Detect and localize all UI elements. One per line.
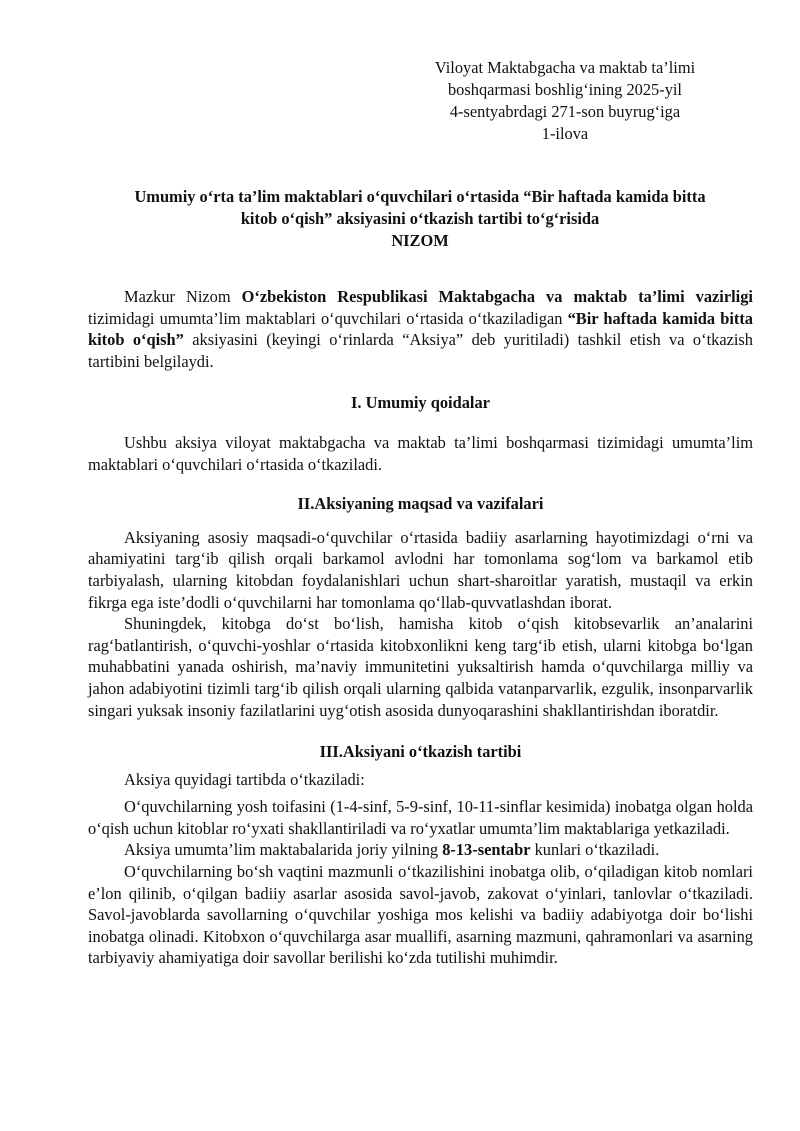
approval-line-2: boshqarmasi boshlig‘ining 2025-yil xyxy=(447,80,682,99)
document-body xyxy=(88,286,753,969)
campaign-dates: 8-13-sentabr xyxy=(442,840,531,860)
document-title xyxy=(70,186,770,252)
p3-text-2: kunlari o‘tkaziladi. xyxy=(530,840,660,860)
intro-campaign-name: “Bir haftada kamida bitta kitob o‘qish” xyxy=(88,308,753,350)
approval-line-1: Viloyat Maktabgacha va maktab ta’limi xyxy=(434,58,696,77)
section-3-paragraph-4: O‘quvchilarning bo‘sh vaqtini mazmunli o‘tkazilishini inobatga olib, o‘qiladigan kitob nomlari e’lon qilinib, o‘qilgan badiiy asarlar asosida savol-javob, zakovat o‘yinlari, tanlovlar o‘tkaziladi. Savol-javoblarda savollarning o‘quvchilar yoshiga mos kelishi va badiiy adabiyotga doir bo‘lishi inobatga olinadi. Kitobxon o‘quvchilarga asar muallifi, asarning mazmuni, qahramonlari va asarning tarbiyaviy ahamiyatiga doir savollar berilishi ko‘zda tutilishi muhimdir. xyxy=(88,862,753,968)
section-3-paragraph-1: Aksiya quyidagi tartibda o‘tkaziladi: xyxy=(124,769,365,789)
intro-text-2: tizimidagi umumta’lim maktablari o‘quvchilari o‘rtasida o‘tkaziladigan xyxy=(88,308,568,328)
intro-text-1: Mazkur Nizom xyxy=(124,287,242,306)
section-3-heading: III.Aksiyani o‘tkazish tartibi xyxy=(319,742,522,762)
title-line-2: kitob o‘qish” aksiyasini o‘tkazish tartibi to‘g‘risida xyxy=(240,209,600,228)
approval-block xyxy=(400,57,730,145)
section-2-paragraph-2: Shuningdek, kitobga do‘st bo‘lish, hamisha kitob o‘qish kitobsevarlik an’analarini rag‘batlantirish, o‘quvchi-yoshlar o‘rtasida kitobxonlikni keng targ‘ib etish, ularni kitobga bo‘lgan muhabbatini yanada oshirish, ma’naviy immunitetini yuksaltirish hamda o‘quvchilarga milliy va jahon adabiyotini tizimli targ‘ib qilish orqali ularning qalbida vatanparvarlik, ezgulik, insonparvarlik singari yuksak insoniy fazilatlarini uyg‘otish asosida dunyoqarashini shakllantirishdan iboratdir. xyxy=(88,614,753,720)
p3-text-1: Aksiya umumta’lim maktabalarida joriy yilning xyxy=(124,840,443,860)
section-2-paragraph-1: Aksiyaning asosiy maqsadi-o‘quvchilar o‘rtasida badiiy asarlarning hayotimizdagi o‘rni va ahamiyatini targ‘ib qilish orqali barkamol avlodni har tomonlama sog‘lom va barkamol etib tarbiyalash, ularning kitobdan foydalanishlari uchun shart-sharoitlar yaratish, mustaqil va erkin fikrga ega iste’dodli o‘quvchilarni har tomonlama qo‘llab-quvvatlashdan iborat. xyxy=(88,527,753,612)
section-1-heading: I. Umumiy qoidalar xyxy=(351,393,490,413)
title-nizom: NIZOM xyxy=(391,231,449,250)
title-line-1: Umumiy o‘rta ta’lim maktablari o‘quvchilari o‘rtasida “Bir haftada kamida bitta xyxy=(134,187,706,206)
section-3-paragraph-2: O‘quvchilarning yosh toifasini (1-4-sinf, 5-9-sinf, 10-11-sinflar kesimida) inobatga olgan holda o‘qish uchun kitoblar ro‘yxati shakllantiriladi va ro‘yxatlar umumta’lim maktablariga yetkaziladi. xyxy=(88,797,753,838)
approval-line-3: 4-sentyabrdagi 271-son buyrug‘iga xyxy=(449,102,681,121)
appendix-label: 1-ilova xyxy=(541,124,589,143)
section-1-paragraph-1: Ushbu aksiya viloyat maktabgacha va maktab ta’limi boshqarmasi tizimidagi umumta’lim maktablari o‘quvchilari o‘rtasida o‘tkaziladi. xyxy=(88,432,753,474)
intro-paragraph xyxy=(88,286,753,372)
intro-ministry-name: O‘zbekiston Respublikasi Maktabgacha va maktab ta’limi vazirligi xyxy=(241,287,753,306)
section-2-heading: II.Aksiyaning maqsad va vazifalari xyxy=(297,494,544,514)
section-3-paragraph-3 xyxy=(88,839,753,861)
intro-text-3: aksiyasini (keyingi o‘rinlarda “Aksiya” deb yuritiladi) tashkil etish va o‘tkazish tartibini belgilaydi. xyxy=(88,330,753,371)
